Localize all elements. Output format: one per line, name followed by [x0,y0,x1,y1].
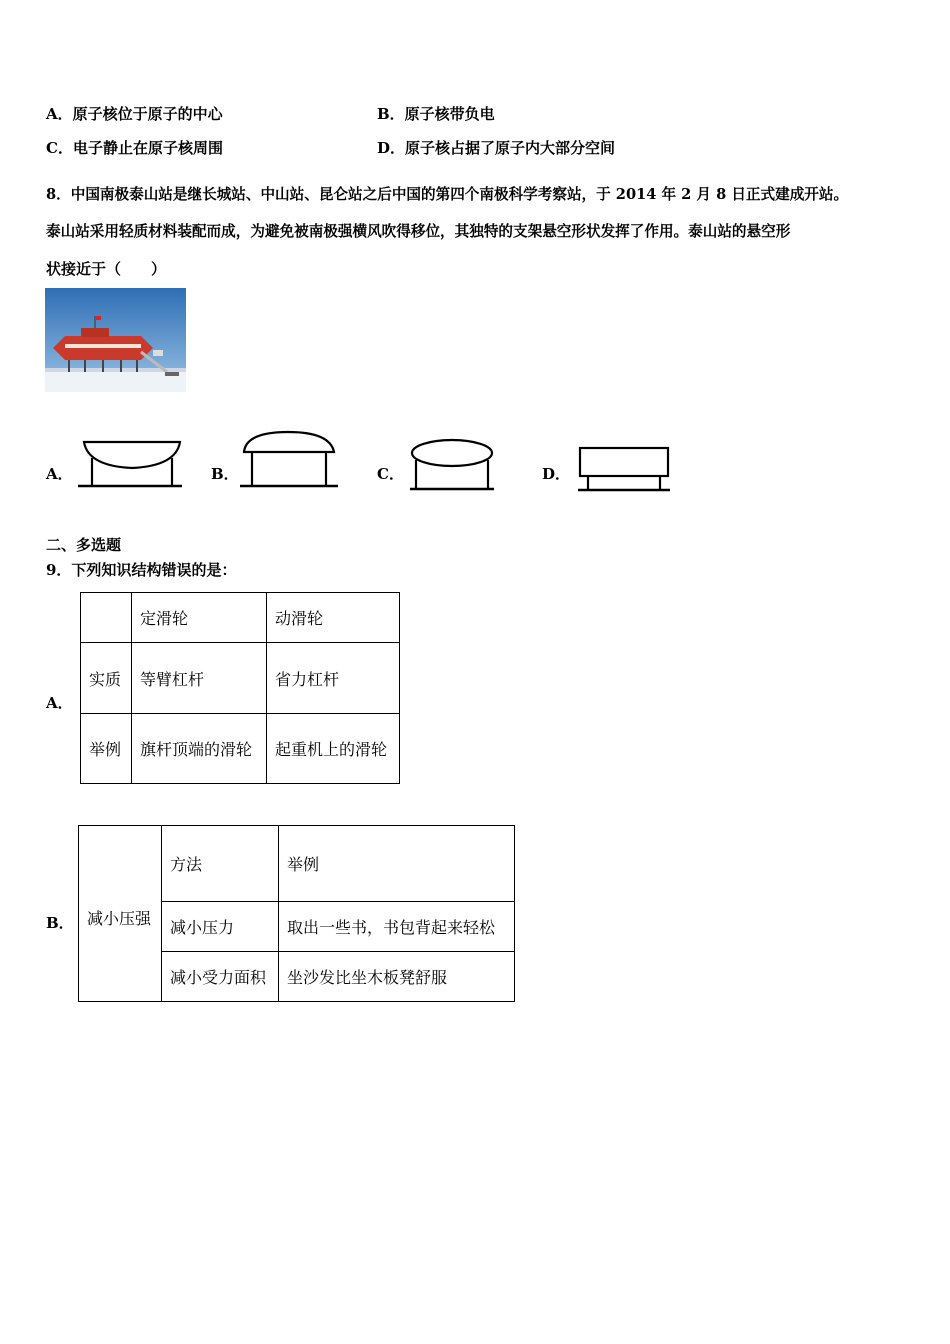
table-cell: 举例 [81,714,132,784]
q9-stem: 9．下列知识结构错误的是： [46,561,237,579]
table-cell: 起重机上的滑轮 [267,714,400,784]
table-b [78,825,515,1002]
shape-c-icon [408,436,496,492]
q7-option-c: C．电子静止在原子核周围 [46,139,223,157]
table-row [81,643,400,714]
table-cell: 实质 [81,643,132,714]
antarctic-station-photo [45,288,186,392]
q8-option-a-label: A． [46,465,73,483]
q7-option-a: A．原子核位于原子的中心 [46,105,223,123]
q7-option-b: B．原子核带负电 [377,105,495,123]
table-cell: 方法 [162,826,279,902]
table-a [80,592,400,784]
q8-line-1: 8．中国南极泰山站是继长城站、中山站、昆仑站之后中国的第四个南极科学考察站，于 2014 年 2 月 8 日正式建成开站。 [46,186,849,203]
table-cell: 坐沙发比坐木板凳舒服 [279,952,515,1002]
table-row [81,593,400,643]
q8-line-2: 泰山站采用轻质材料装配而成，为避免被南极强横风吹得移位，其独特的支架悬空形状发挥了作用。泰山站的悬空形 [46,223,791,240]
table-a-label: A． [46,694,73,712]
table-cell: 旗杆顶端的滑轮 [132,714,267,784]
shape-b-icon [238,430,340,490]
table-cell: 举例 [279,826,515,902]
table-cell: 减小受力面积 [162,952,279,1002]
table-row [79,826,515,902]
table-cell: 动滑轮 [267,593,400,643]
table-cell: 等臂杠杆 [132,643,267,714]
table-cell: 减小压力 [162,902,279,952]
q8-line-3: 状接近于（ ） [46,260,167,278]
section-title: 二、多选题 [46,536,122,554]
table-cell: 定滑轮 [132,593,267,643]
q8-option-d-label: D． [542,465,571,483]
table-cell: 省力杠杆 [267,643,400,714]
q8-option-b-label: B． [211,465,239,483]
q8-option-c-label: C． [377,465,404,483]
table-cell-merged: 减小压强 [79,826,162,1002]
shape-d-icon [576,444,672,494]
table-cell [81,593,132,643]
table-row [81,714,400,784]
shape-a-icon [76,436,184,490]
table-cell: 取出一些书，书包背起来轻松 [279,902,515,952]
q7-option-d: D．原子核占据了原子内大部分空间 [377,139,616,157]
table-b-label: B． [46,914,74,932]
